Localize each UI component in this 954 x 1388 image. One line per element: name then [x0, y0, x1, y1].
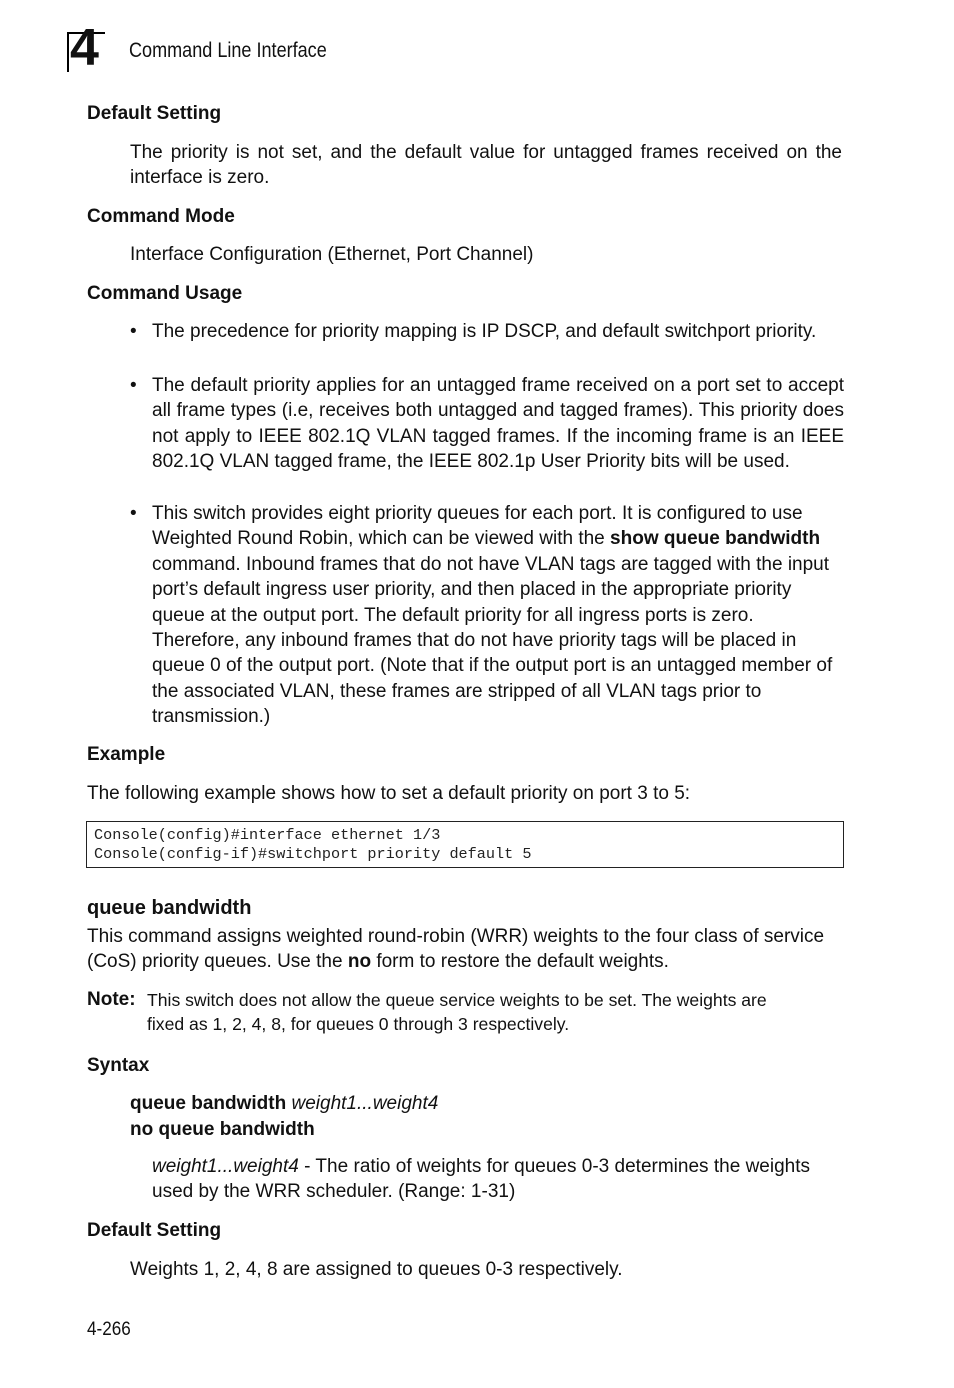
default-setting-text: The priority is not set, and the default value for untagged frames received on the interface is zero. — [130, 142, 842, 188]
chapter-number: 4 — [70, 19, 99, 77]
bullet-marker: • — [130, 503, 137, 524]
command-mode-heading: Command Mode — [87, 206, 235, 227]
syntax-line-2: no queue bandwidth — [130, 1119, 315, 1140]
code-line: Console(config)#interface ethernet 1/3 — [94, 826, 441, 844]
syntax-line-1: queue bandwidth weight1...weight4 — [130, 1093, 439, 1114]
example-heading: Example — [87, 744, 166, 765]
default-setting-heading: Default Setting — [87, 103, 222, 124]
example-text: The following example shows how to set a default priority on port 3 to 5: — [87, 783, 691, 804]
code-line: Console(config-if)#switchport priority default 5 — [94, 845, 532, 863]
usage-bullet-3: This switch provides eight priority queues for each port. It is configured to use Weighted Round Robin, which can be viewed with the show queue bandwidth command. Inbound frames that do not have VLAN tags are tagged with the input port’s default ingress user priority, and then placed in the appropriate priority queue at the output port. The default priority for all ingress ports is zero. Therefore, any inbound frames that do not have priority tags will be placed in queue 0 of the output port. (Note that if the output port is an untagged member of the associated VLAN, these frames are stripped of all VLAN tags prior to transmission.) — [152, 503, 833, 728]
command-mode-text: Interface Configuration (Ethernet, Port Channel) — [130, 244, 534, 265]
note-text-line-2: fixed as 1, 2, 4, 8, for queues 0 through 3 respectively. — [147, 1014, 570, 1034]
bullet-marker: • — [130, 321, 137, 342]
command-title: queue bandwidth — [87, 897, 252, 919]
parameter-description: weight1...weight4 - The ratio of weights for queues 0-3 determines the weights used by the WRR scheduler. (Range: 1-31) — [152, 1156, 810, 1202]
default-setting-heading-2: Default Setting — [87, 1220, 222, 1241]
default-setting-text-2: Weights 1, 2, 4, 8 are assigned to queues 0-3 respectively. — [130, 1259, 623, 1280]
usage-bullet-2: The default priority applies for an untagged frame received on a port set to accept all frame types (i.e, receives both untagged and tagged frames). This priority does not apply to IEEE 802.1Q VLAN tagged frames. If the incoming frame is an IEEE 802.1Q VLAN tagged frame, the IEEE 802.1p User Priority bits will be used. — [152, 375, 844, 473]
syntax-heading: Syntax — [87, 1055, 150, 1076]
note-label: Note: — [87, 989, 136, 1010]
command-usage-heading: Command Usage — [87, 283, 243, 304]
note-text-line-1: This switch does not allow the queue service weights to be set. The weights are — [147, 990, 767, 1010]
running-header-title: Command Line Interface — [129, 39, 327, 62]
usage-bullet-1: The precedence for priority mapping is IP DSCP, and default switchport priority. — [152, 321, 817, 342]
bullet-marker: • — [130, 375, 137, 396]
page-number: 4-266 — [87, 1319, 131, 1340]
command-description: This command assigns weighted round-robin (WRR) weights to the four class of service (CoS) priority queues. Use the no form to restore the default weights. — [87, 926, 825, 972]
show-queue-bandwidth-command: show queue bandwidth — [610, 528, 821, 550]
